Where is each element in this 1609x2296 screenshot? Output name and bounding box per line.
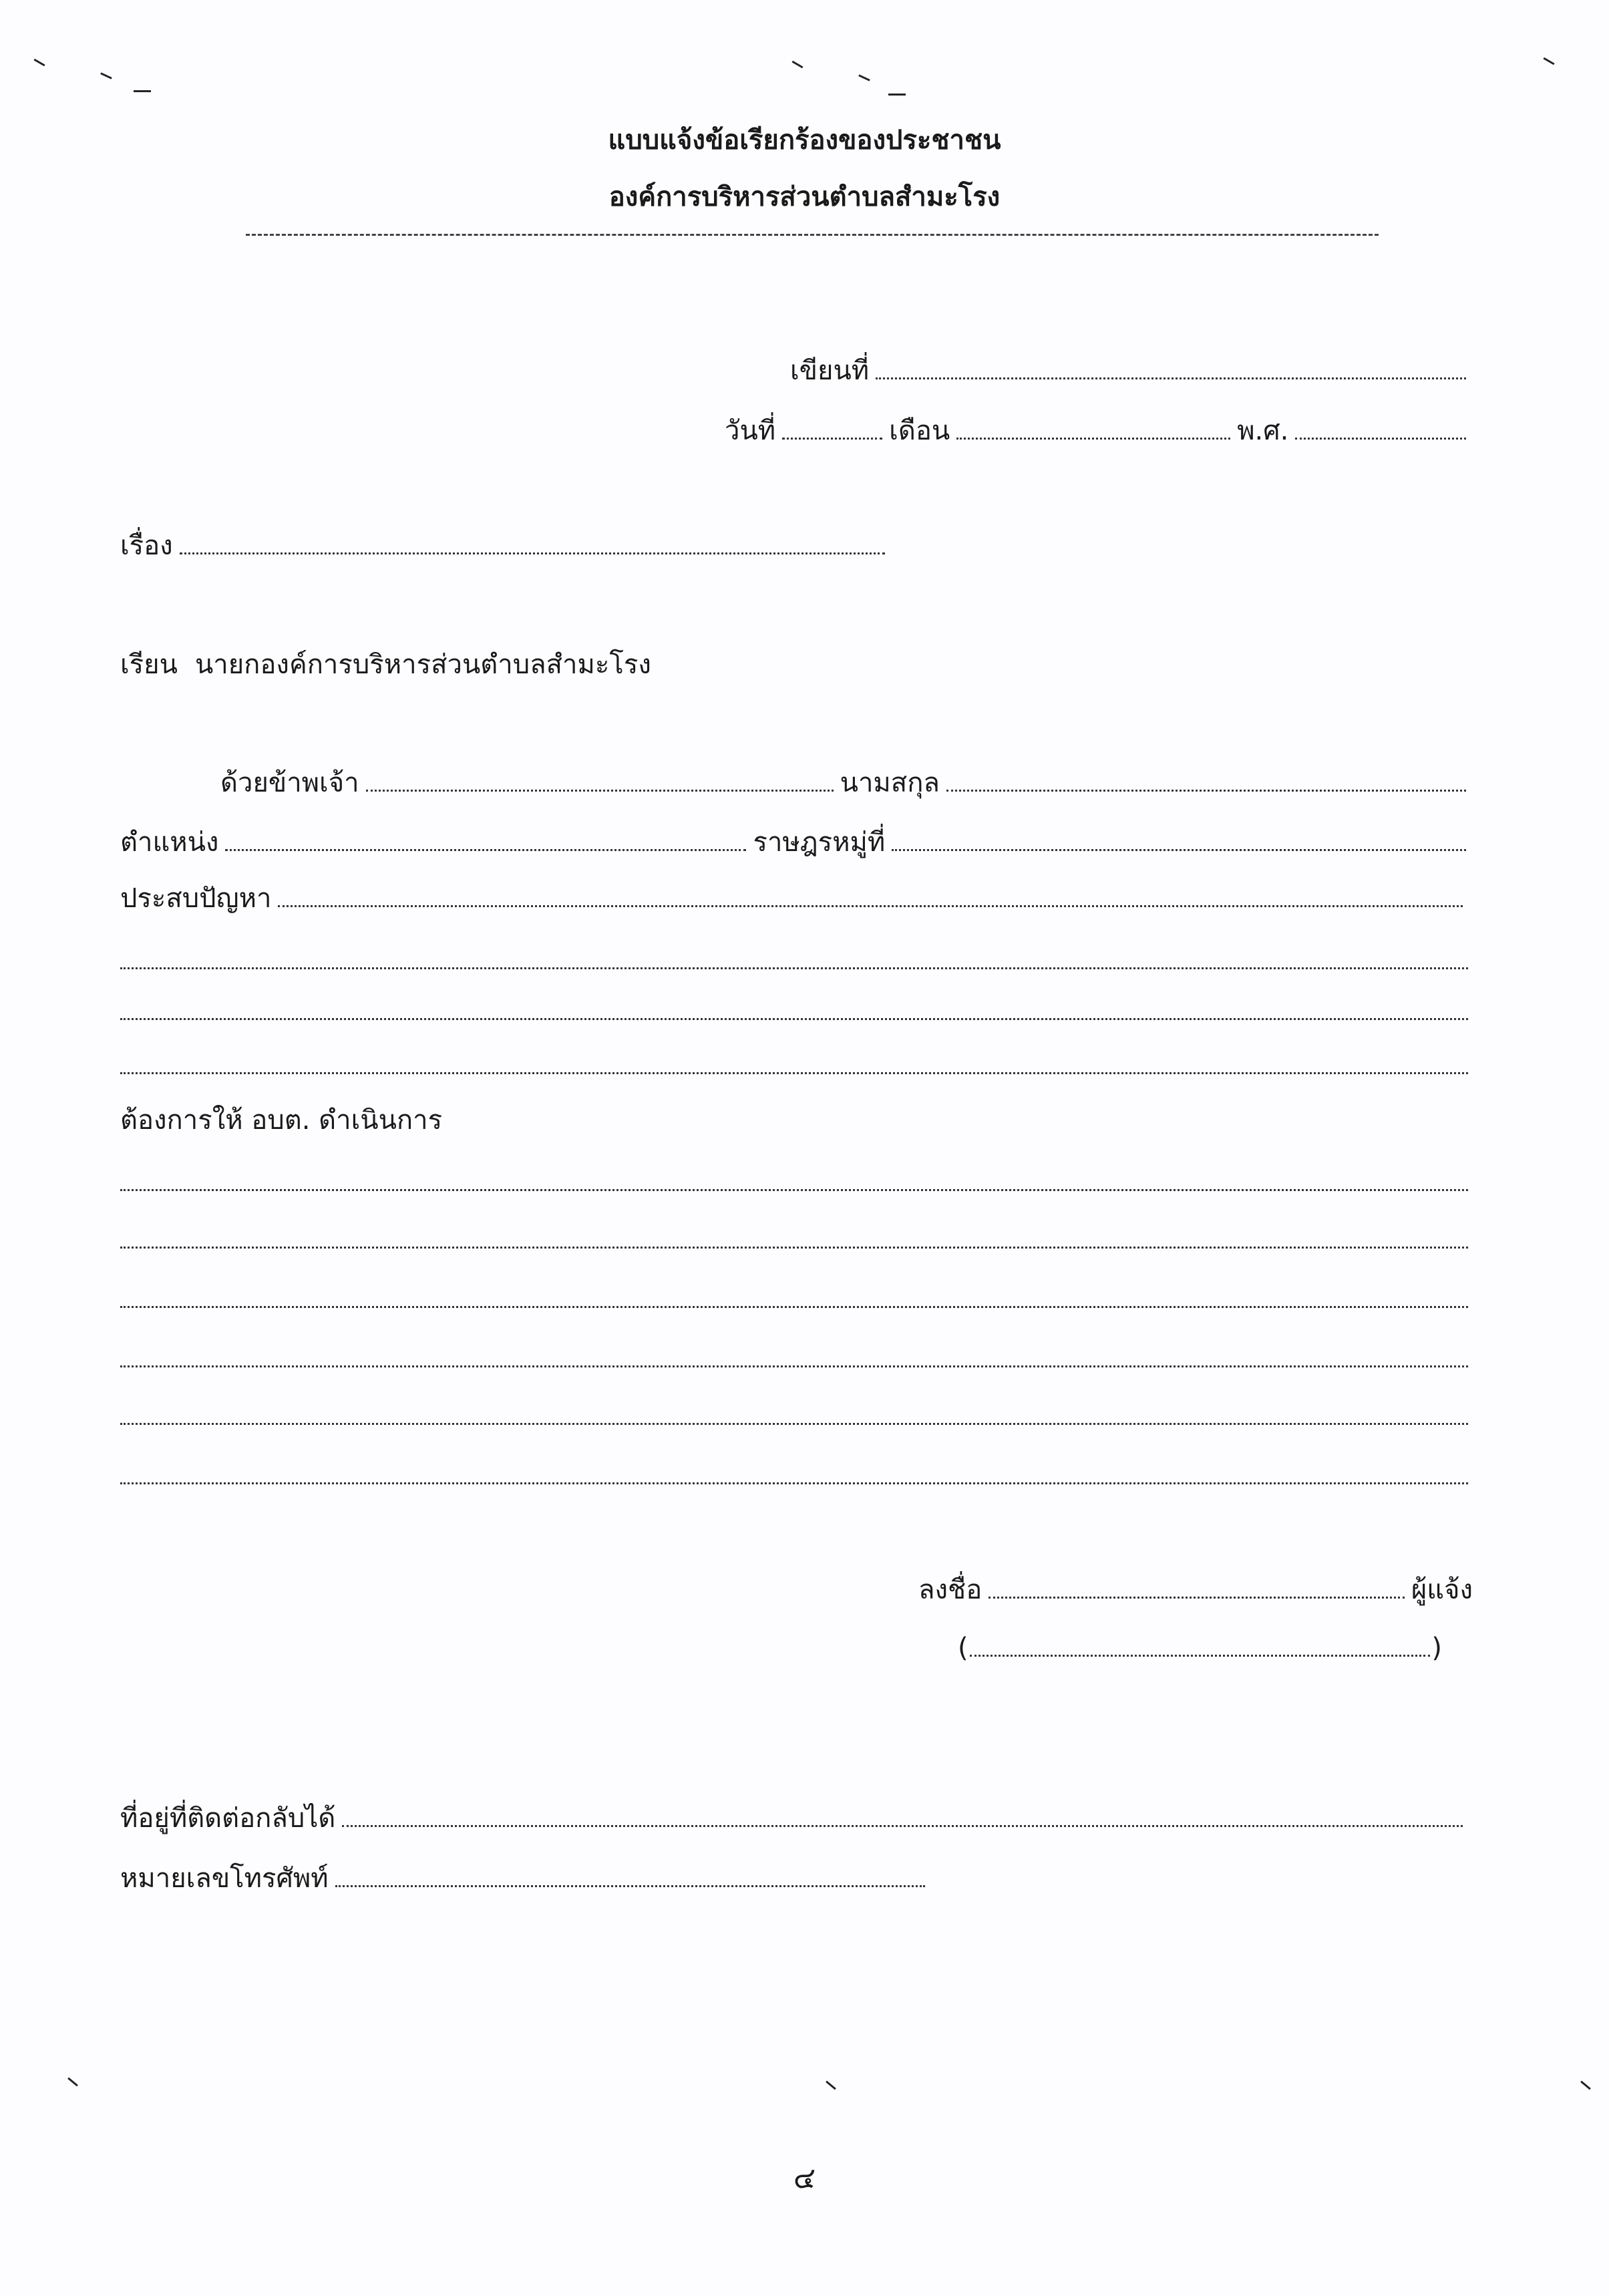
written-at-row: [790, 354, 1473, 387]
scan-mark: [1580, 2081, 1591, 2090]
scan-mark: [1543, 57, 1554, 65]
close-paren: ): [1431, 1633, 1442, 1663]
village-field[interactable]: [892, 849, 1466, 851]
request-line[interactable]: [120, 1247, 1468, 1249]
printed-name-field[interactable]: [970, 1655, 1431, 1657]
request-line[interactable]: [120, 1482, 1468, 1484]
scan-mark: [67, 2078, 78, 2087]
scan-mark: [134, 90, 151, 92]
position-row: [120, 826, 1473, 859]
address-label: ที่อยู่ที่ติดต่อกลับได้: [120, 1803, 336, 1834]
year-field[interactable]: [1295, 438, 1466, 440]
printed-name-row: [958, 1631, 1442, 1665]
scan-mark: [100, 72, 112, 79]
phone-row: [120, 1862, 932, 1895]
position-field[interactable]: [225, 849, 746, 851]
village-label: ราษฎรหมู่ที่: [753, 827, 886, 858]
salutation-label: เรียน: [120, 649, 178, 680]
signature-field[interactable]: [989, 1597, 1405, 1599]
name-label: ด้วยข้าพเจ้า: [220, 768, 359, 798]
surname-label: นามสกุล: [840, 768, 940, 798]
salutation-recipient: นายกองค์การบริหารส่วนตำบลสำมะโรง: [194, 649, 651, 680]
open-paren: (: [958, 1633, 968, 1663]
month-label: เดือน: [889, 416, 950, 446]
address-row: [120, 1802, 1469, 1835]
phone-field[interactable]: [335, 1885, 925, 1887]
written-at-label: เขียนที่: [790, 355, 870, 386]
scan-mark: [826, 2081, 836, 2090]
sign-label: ลงชื่อ: [918, 1575, 982, 1605]
written-at-field[interactable]: [876, 377, 1466, 379]
request-label: ต้องการให้ อบต. ดำเนินการ: [120, 1105, 443, 1136]
problem-continuation-line[interactable]: [120, 1072, 1468, 1074]
name-field[interactable]: [366, 790, 834, 792]
subject-row: [120, 529, 892, 562]
request-row: [120, 1104, 922, 1137]
header-divider: [246, 234, 1379, 236]
address-field[interactable]: [342, 1825, 1463, 1827]
problem-row: [120, 882, 1469, 915]
salutation-row: [120, 648, 1055, 681]
scan-mark: [858, 74, 870, 81]
request-line[interactable]: [120, 1189, 1468, 1191]
name-row: [220, 766, 1473, 800]
form-title: แบบแจ้งข้อเรียกร้องของประชาชน: [608, 125, 1001, 156]
year-label: พ.ศ.: [1237, 416, 1289, 446]
day-field[interactable]: [782, 438, 882, 440]
problem-continuation-line[interactable]: [120, 967, 1468, 969]
problem-continuation-line[interactable]: [120, 1018, 1468, 1020]
request-line[interactable]: [120, 1306, 1468, 1308]
day-label: วันที่: [725, 416, 776, 446]
phone-label: หมายเลขโทรศัพท์: [120, 1863, 329, 1894]
subject-field[interactable]: [180, 552, 885, 554]
scan-mark: [791, 61, 803, 69]
organization-title: องค์การบริหารส่วนตำบลสำมะโรง: [608, 182, 1001, 212]
request-line[interactable]: [120, 1365, 1468, 1367]
date-row: [725, 414, 1473, 448]
surname-field[interactable]: [946, 790, 1466, 792]
request-line[interactable]: [120, 1423, 1468, 1425]
informant-label: ผู้แจ้ง: [1411, 1575, 1473, 1605]
signature-row: [918, 1573, 1473, 1607]
scan-mark: [888, 94, 906, 96]
subject-label: เรื่อง: [120, 530, 173, 561]
month-field[interactable]: [956, 438, 1230, 440]
page-number: ๔: [793, 2161, 816, 2195]
problem-field[interactable]: [278, 905, 1463, 907]
position-label: ตำแหน่ง: [120, 827, 219, 858]
problem-label: ประสบปัญหา: [120, 883, 272, 914]
scan-mark: [33, 59, 45, 67]
